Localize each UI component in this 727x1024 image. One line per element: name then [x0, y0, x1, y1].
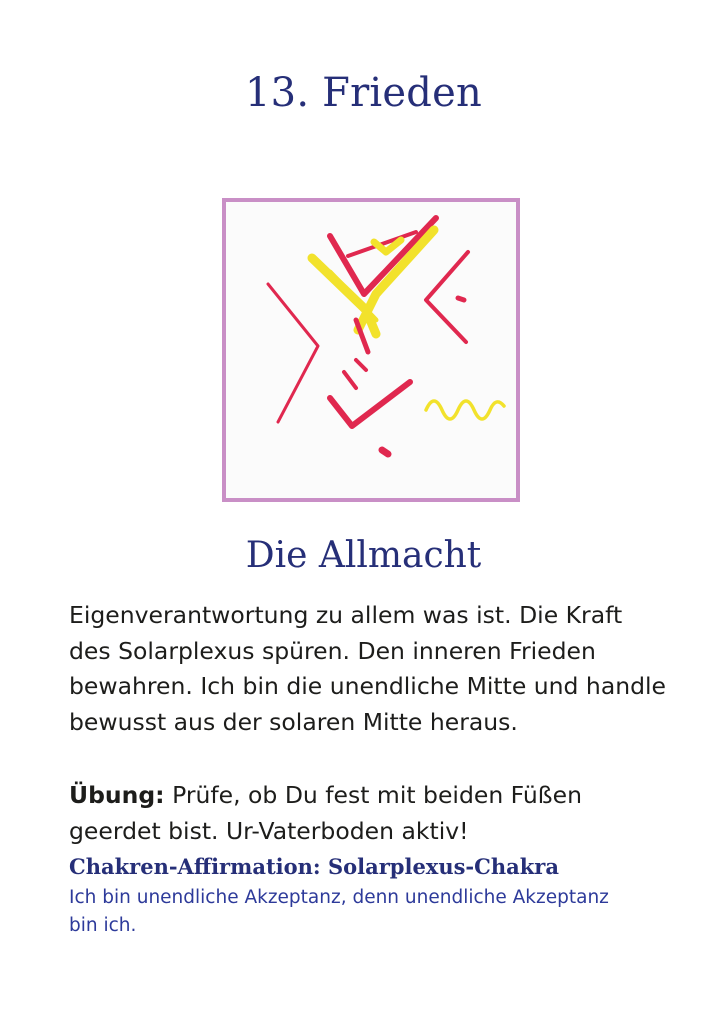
affirmation-text: Ich bin unendliche Akzeptanz, denn unendliche Akzeptanz bin ich.: [69, 887, 609, 936]
card-description: Eigenverantwortung zu allem was ist. Die Kraft des Solarplexus spüren. Den inneren Frieden bewahren. Ich bin die unendliche Mitte und handle bewusst aus der solaren Mitte heraus.: [69, 601, 667, 736]
red-dash-a: [344, 372, 356, 388]
red-dot-right: [458, 298, 464, 300]
affirmation-heading: Chakren-Affirmation: Solarplexus-Chakra: [69, 854, 559, 879]
chakra-artwork: [226, 202, 516, 498]
exercise-text: Prüfe, ob Du fest mit beiden Füßen geerdet bist. Ur-Vaterboden aktiv!: [69, 781, 582, 845]
yellow-wave: [426, 401, 504, 419]
exercise-label: Übung:: [69, 781, 165, 809]
card-subtitle: Die Allmacht: [245, 535, 482, 576]
red-v-lower: [330, 382, 410, 426]
red-dot-lower: [382, 450, 388, 454]
exercise-paragraph: [69, 778, 669, 849]
artwork-frame: [222, 198, 520, 502]
red-dash-b: [356, 360, 366, 370]
red-chevron-left: [268, 284, 318, 422]
card-title: 13. Frieden: [245, 70, 482, 116]
